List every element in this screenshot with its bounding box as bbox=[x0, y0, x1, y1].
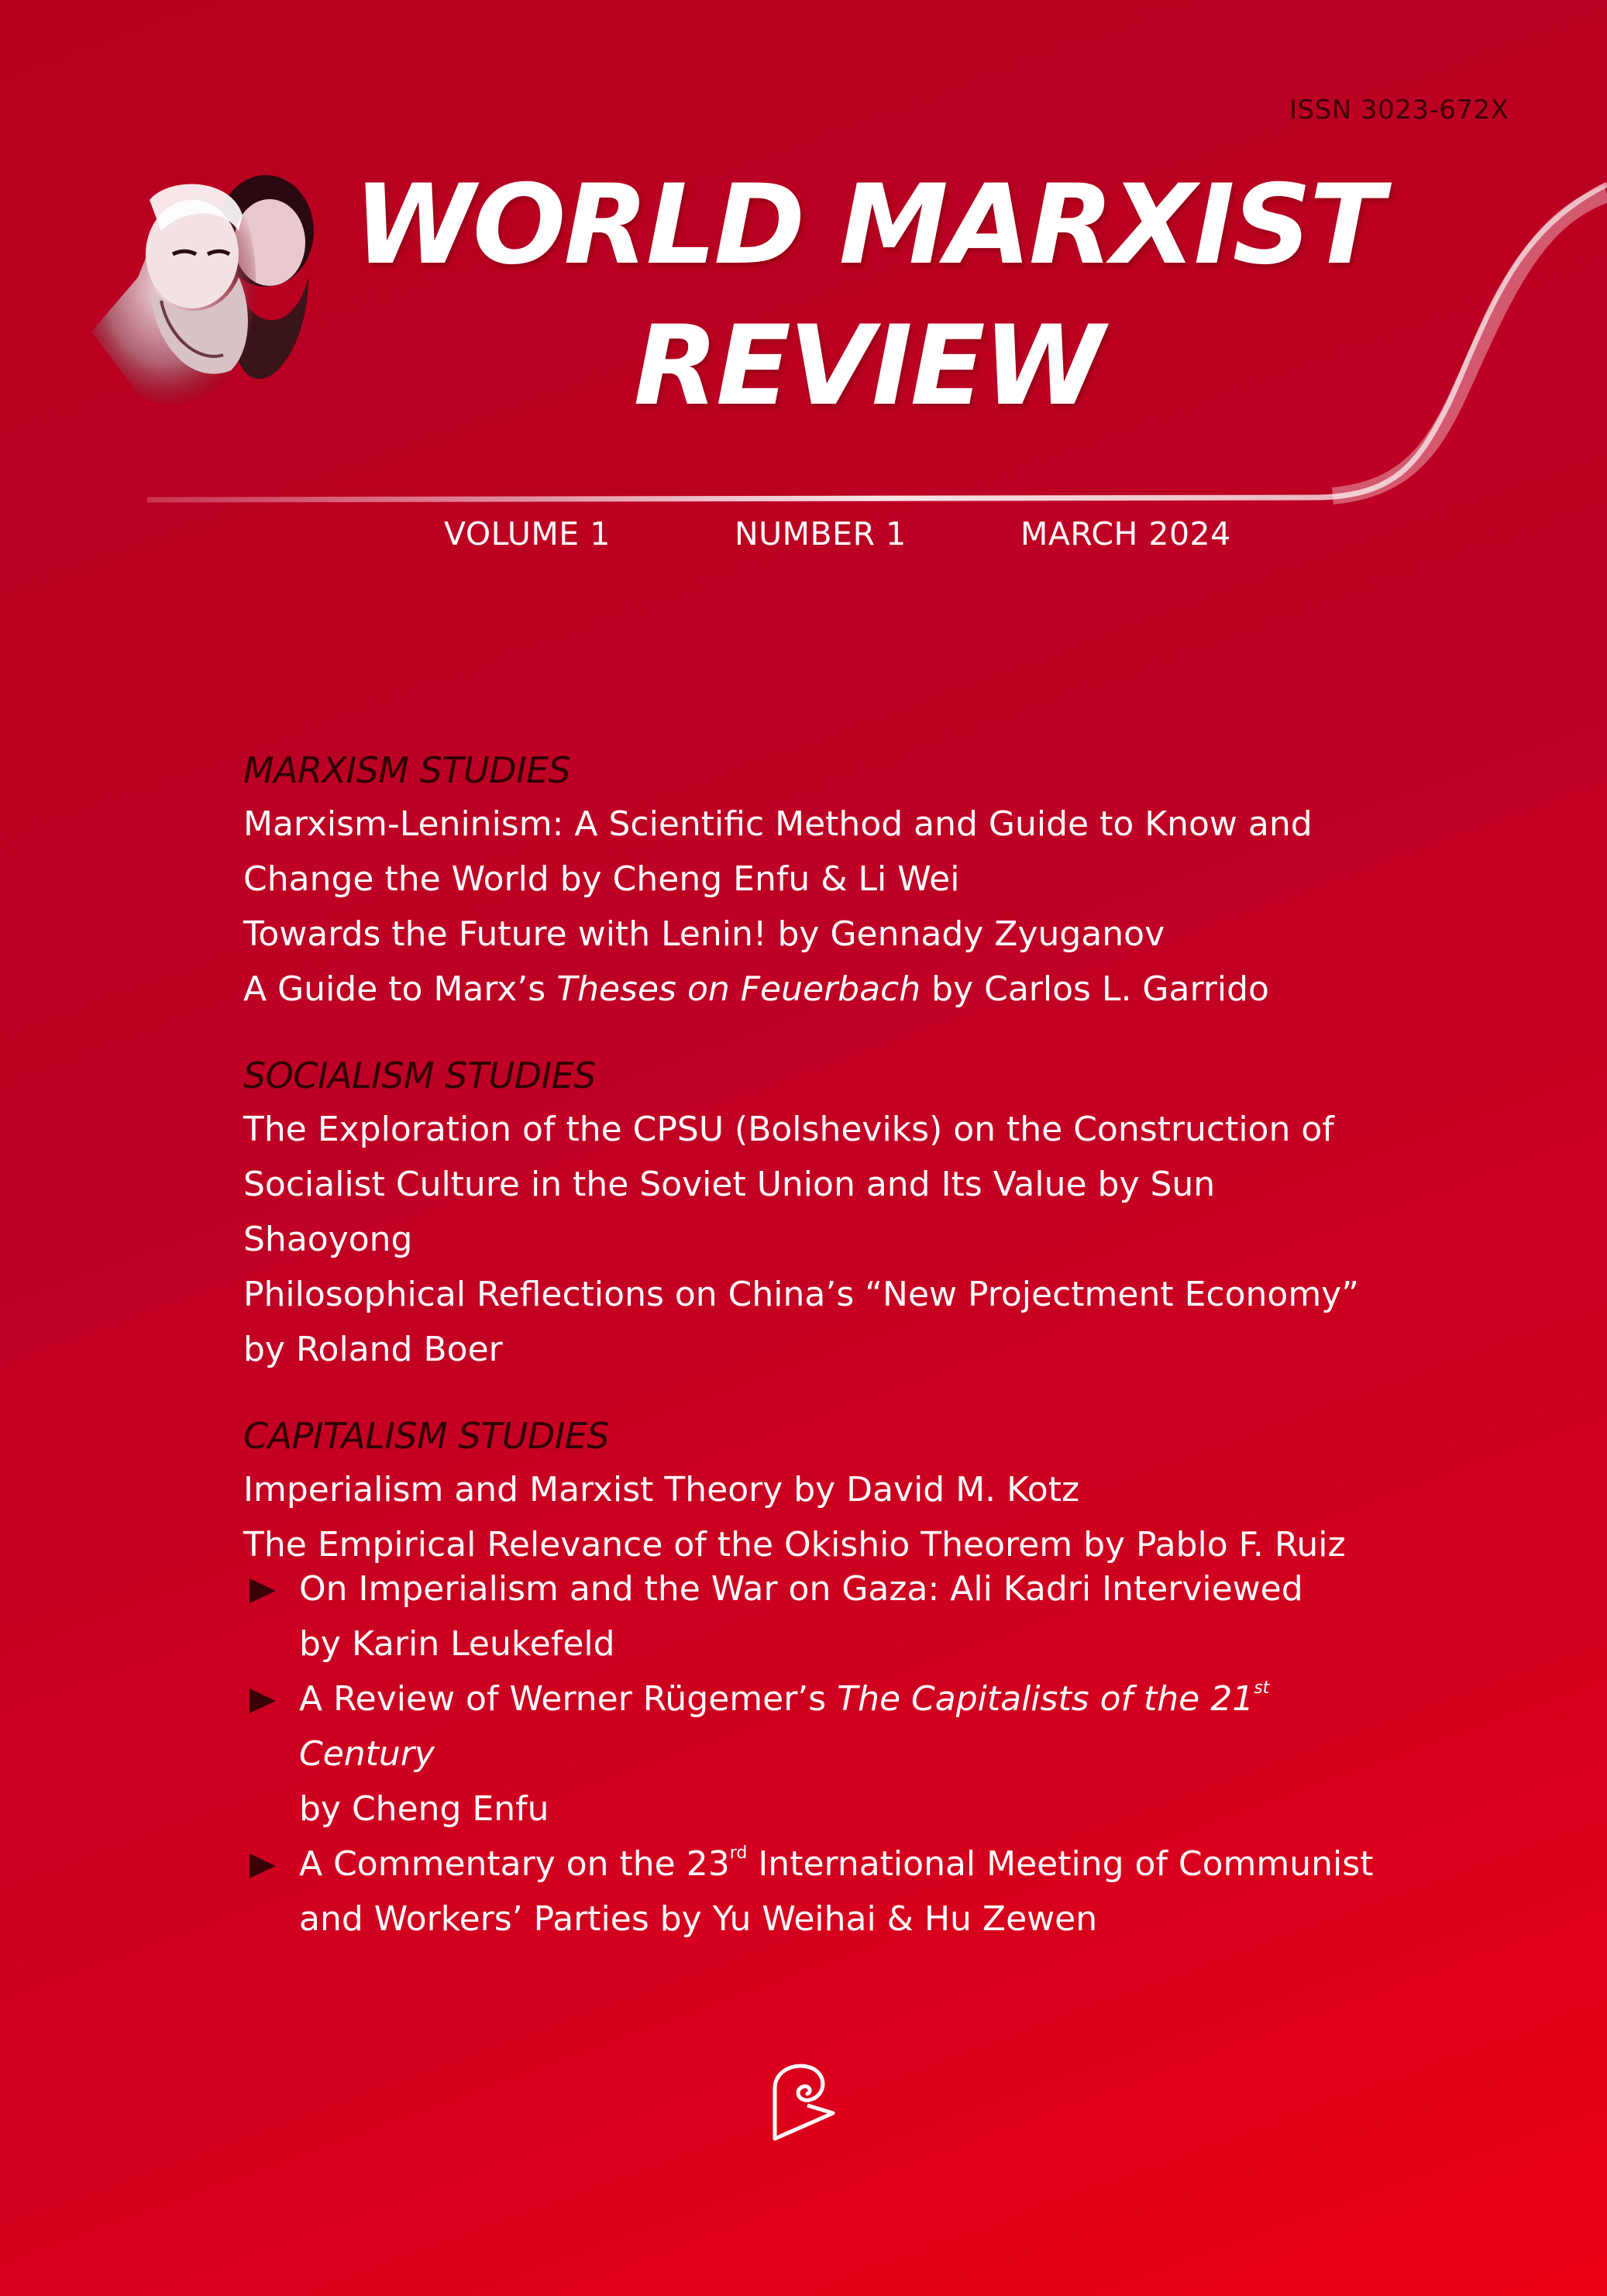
article-line: Towards the Future with Lenin! by Gennady Zyuganov bbox=[243, 914, 1165, 954]
feature-line: by Karin Leukefeld bbox=[299, 1624, 615, 1664]
section-title: CAPITALISM STUDIES bbox=[243, 1415, 610, 1457]
article-line: Marxism-Leninism: A Scientific Method and Guide to Know and bbox=[243, 804, 1313, 844]
feature-superscript: st bbox=[1254, 1678, 1270, 1698]
issue-volume: VOLUME 1 bbox=[444, 515, 611, 552]
article-text: A Guide to Marx’s bbox=[243, 969, 557, 1009]
issue-date: MARCH 2024 bbox=[1020, 515, 1231, 552]
section-title: MARXISM STUDIES bbox=[243, 749, 571, 791]
article-line bbox=[243, 962, 1375, 1017]
feature-text: A Commentary on the 23 bbox=[299, 1844, 730, 1884]
feature-line bbox=[299, 1671, 1390, 1781]
article-line: Change the World by Cheng Enfu & Li Wei bbox=[243, 859, 960, 899]
masthead-line-2: REVIEW bbox=[633, 302, 1103, 430]
feature-line: and Workers’ Parties by Yu Weihai & Hu Zewen bbox=[299, 1899, 1098, 1939]
article-line: Philosophical Reflections on China’s “New Projectment Economy” bbox=[243, 1275, 1360, 1314]
feature-text: International Meeting of Communist bbox=[747, 1844, 1374, 1884]
article-line: The Empirical Relevance of the Okishio Theorem by Pablo F. Ruiz bbox=[243, 1525, 1346, 1565]
feature-item bbox=[243, 1836, 1390, 1947]
article-line: Imperialism and Marxist Theory by David M. Kotz bbox=[243, 1470, 1080, 1509]
marx-engels-portrait-icon bbox=[76, 138, 363, 425]
article-italic-title: Theses on Feuerbach bbox=[556, 969, 921, 1009]
feature-superscript: rd bbox=[729, 1843, 748, 1863]
masthead-line-1: WORLD MARXIST bbox=[353, 161, 1382, 289]
feature-line: On Imperialism and the War on Gaza: Ali Kadri Interviewed bbox=[299, 1569, 1303, 1609]
feature-italic-title: Century bbox=[299, 1734, 435, 1774]
issue-number: NUMBER 1 bbox=[735, 515, 907, 552]
issn-label: ISSN 3023-672X bbox=[1289, 95, 1509, 126]
triangle-arrow-icon bbox=[249, 1578, 276, 1603]
feature-italic-title: The Capitalists of the 21 bbox=[837, 1679, 1254, 1719]
feature-item bbox=[243, 1561, 1390, 1671]
feature-item bbox=[243, 1671, 1390, 1836]
article-text: by Carlos L. Garrido bbox=[920, 969, 1269, 1009]
section-capitalism-studies bbox=[243, 1410, 1375, 1572]
publisher-logo-icon bbox=[767, 2057, 838, 2143]
article-line: The Exploration of the CPSU (Bolsheviks) on the Construction of bbox=[243, 1110, 1334, 1149]
triangle-arrow-icon bbox=[249, 1854, 276, 1878]
feature-list bbox=[243, 1561, 1390, 1947]
article-line: Socialist Culture in the Soviet Union and Its Value by Sun Shaoyong bbox=[243, 1165, 1216, 1259]
section-title: SOCIALISM STUDIES bbox=[243, 1055, 596, 1096]
section-socialism-studies bbox=[243, 1049, 1375, 1377]
feature-text: A Review of Werner Rügemer’s bbox=[299, 1679, 838, 1719]
article-line: by Roland Boer bbox=[243, 1330, 503, 1369]
feature-line: by Cheng Enfu bbox=[299, 1789, 549, 1829]
journal-masthead bbox=[325, 155, 1410, 437]
table-of-contents bbox=[243, 744, 1375, 1605]
triangle-arrow-icon bbox=[249, 1688, 276, 1713]
feature-line bbox=[299, 1836, 1390, 1892]
section-marxism-studies bbox=[243, 744, 1375, 1017]
